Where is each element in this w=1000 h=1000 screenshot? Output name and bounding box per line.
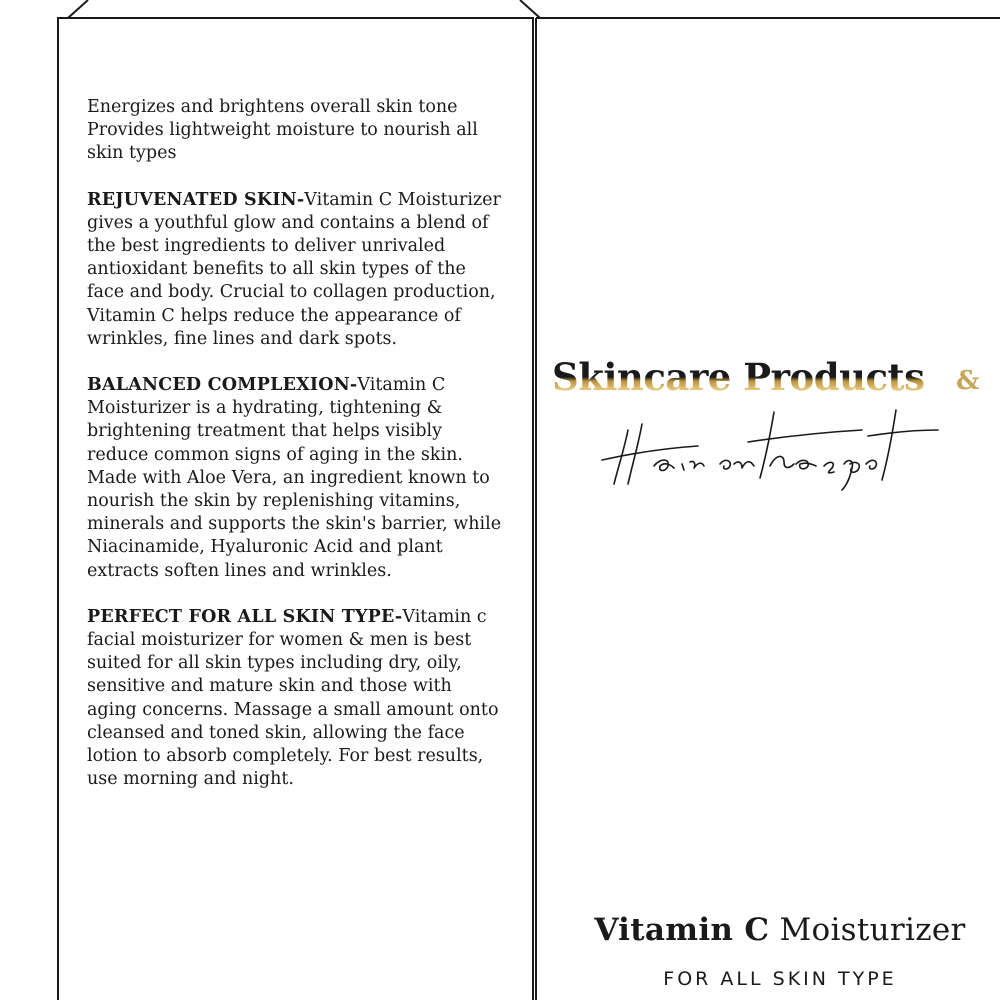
section-perfect-for-all-skin-type xyxy=(87,606,507,792)
top-flap-left-edge xyxy=(68,0,88,18)
section-heading: REJUVENATED SKIN- xyxy=(87,189,305,210)
product-title-rest: Moisturizer xyxy=(769,912,966,948)
section-heading: BALANCED COMPLEXION- xyxy=(87,375,358,396)
product-title-bold: Vitamin C xyxy=(594,912,770,948)
section-heading: PERFECT FOR ALL SKIN TYPE- xyxy=(87,606,403,627)
product-description-panel xyxy=(87,96,507,814)
brand-logo xyxy=(552,352,992,492)
brand-script-signature-icon xyxy=(598,402,948,492)
intro-line-1: Energizes and brightens overall skin tone xyxy=(87,97,458,117)
product-subtitle: FOR ALL SKIN TYPE xyxy=(663,968,897,990)
product-title xyxy=(560,912,1000,948)
section-body: Vitamin C Moisturizer gives a youthful glow and contains a blend of the best ingredients to deliver unrivaled antioxidant benefits to all skin types of the face and body. Crucial to collagen production, Vitamin C helps reduce the appearance of wrinkles, fine lines and dark spots. xyxy=(87,189,501,349)
brand-logo-ampersand: & xyxy=(956,366,980,396)
brand-logo-wordmark: Skincare Products xyxy=(552,352,924,402)
section-body: Vitamin c facial moisturizer for women & men is best suited for all skin types including dry, oily, sensitive and mature skin and those with aging concerns. Massage a small amount onto cleansed and toned skin, allowing the face lotion to absorb completely. For best results, use morning and night. xyxy=(87,606,499,790)
section-rejuvenated-skin xyxy=(87,189,507,351)
section-balanced-complexion xyxy=(87,374,507,583)
intro-paragraph xyxy=(87,96,507,166)
top-flap-right-edge xyxy=(520,0,540,18)
section-body: Vitamin C Moisturizer is a hydrating, tightening & brightening treatment that helps visibly reduce common signs of aging in the skin. Made with Aloe Vera, an ingredient known to nourish the skin by replenishing vitamins, minerals and supports the skin's barrier, while Niacinamide, Hyaluronic Acid and plant extracts soften lines and wrinkles. xyxy=(87,375,502,581)
intro-line-2: Provides lightweight moisture to nourish all skin types xyxy=(87,120,478,164)
